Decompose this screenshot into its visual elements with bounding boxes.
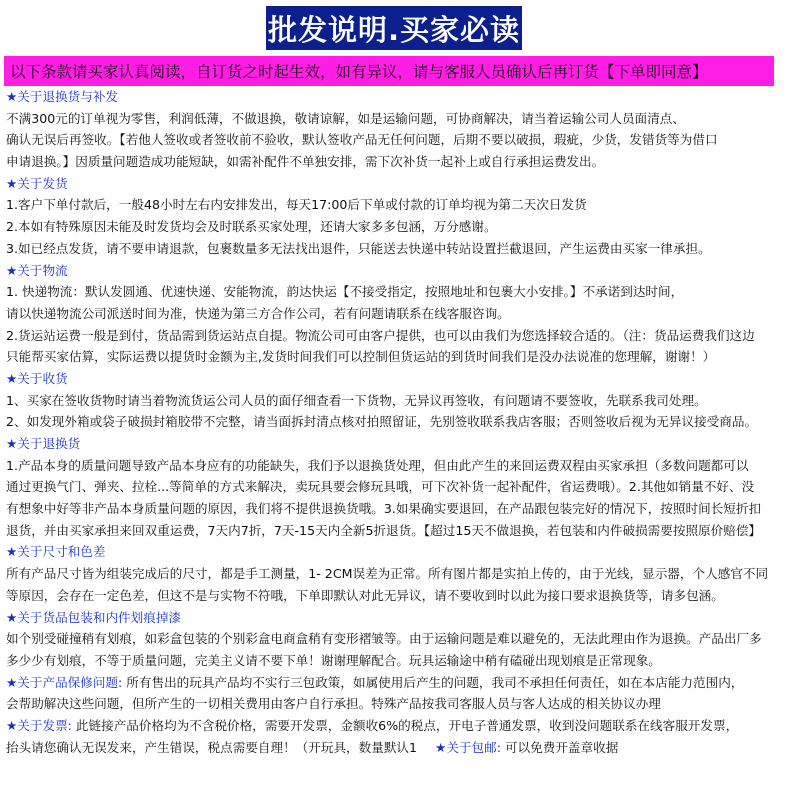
inline-heading: 关于产品保修问题:: [17, 674, 123, 690]
paragraph-text: 1.客户下单付款后，一般48小时左右内安排发出，每天17:00后下单或付款的订单均视为第二天次日发货: [6, 197, 587, 213]
paragraph-line: [6, 563, 796, 585]
paragraph-text: 只能帮买家估算，实际运费以提货时金额为主,发货时间我们可以控制但货运站的到货时间我们是没办法说准的您理解，谢谢！）: [6, 349, 716, 365]
paragraph-line: [6, 715, 796, 737]
paragraph-line: [6, 693, 796, 715]
paragraph-line: [6, 108, 796, 130]
terms-content: [6, 86, 796, 758]
paragraph-text: 1.产品本身的质量问题导致产品本身应有的功能缺失，我们予以退换货处理，但由此产生的来回运费双程由买家承担（多数问题都可以: [6, 457, 749, 473]
paragraph-text: 有想象中好等非产品本身质量问题的原因，我们将不提供退换货哦。3.如果确实要退回，在产品跟包装完好的情况下，按照时间长短折扣: [6, 501, 762, 517]
paragraph-text: 2.货运站运费一般是到付，货品需到货运站点自提。物流公司可由客户提供，也可以由我们为您选择较合适的。（注：货品运费我们这边: [6, 327, 755, 343]
section-heading-text: 关于退换货: [17, 436, 81, 451]
inline-heading: 关于包邮:: [446, 739, 501, 755]
section-heading-text: 关于收货: [17, 370, 68, 386]
paragraph-line: [6, 628, 796, 650]
page-title: 批发说明.买家必读: [266, 6, 522, 50]
section-heading-text: 关于退换货与补发: [17, 89, 119, 104]
paragraph-text: 申请退换。】因质量问题造成功能短缺，如需补配件不单独安排，需下次补货一起补上或自行承担运费发出。: [6, 154, 605, 170]
star-icon: ★: [6, 717, 18, 733]
paragraph-line: [6, 346, 796, 368]
section-heading: [6, 433, 796, 455]
paragraph-line: [6, 411, 796, 433]
paragraph-line: [6, 303, 796, 325]
paragraph-line: [6, 151, 796, 173]
paragraph-line: [6, 585, 796, 607]
paragraph-text: 抬头请您确认无误发来，产生错误，税点需要自理！（开玩具，数量默认1: [6, 739, 418, 755]
paragraph-text: 2.本如有特殊原因未能及时发货均会及时联系买家处理，还请大家多多包涵，万分感谢。: [6, 219, 497, 235]
star-icon: ★: [6, 89, 18, 104]
paragraph-text: 会帮助解决这些问题，但所产生的一切相关费用由客户自行承担。特殊产品按我司客服人员与客人达成的相关协议办理: [6, 696, 661, 712]
paragraph-text: 确认无误后再签收。【若他人签收或者签收前不验收，默认签收产品无任何问题，后期不要以破损，瑕疵，少货，发错货等为借口: [6, 132, 718, 148]
paragraph-text: 等原因，会存在一定色差，但这不是与实物不符哦，下单即默认对此无异议，请不要收到时以此为接口要求退换货等，请多包涵。: [6, 587, 724, 603]
paragraph-text: 1、买家在签收货物时请当着物流货运公司人员的面仔细查看一下货物，无异议再签收，有问题请不要签收，先联系我司处理。: [6, 392, 707, 408]
paragraph-line: [6, 129, 796, 151]
paragraph-text: 不满300元的订单视为零售，利润低薄，不做退换，敬请谅解，如是运输问题，可协商解决，请当着运输公司人员面清点、: [6, 110, 685, 126]
paragraph-line: [6, 737, 796, 759]
paragraph-line: [6, 390, 796, 412]
star-icon: ★: [6, 370, 18, 386]
section-heading-text: 关于发货: [17, 175, 68, 191]
section-heading: [6, 173, 796, 195]
section-heading: [6, 368, 796, 390]
section-heading: [6, 260, 796, 282]
paragraph-line: [6, 650, 796, 672]
section-heading: [6, 86, 796, 108]
paragraph-line: [6, 672, 796, 694]
paragraph-line: [6, 325, 796, 347]
inline-heading: 关于发票:: [17, 717, 72, 733]
section-heading: [6, 607, 796, 629]
paragraph-text: 1. 快递物流：默认发圆通、优速快递、安能物流，韵达快运【不接受指定，按照地址和包裹大小安排。】不承诺到达时间，: [6, 284, 684, 300]
paragraph-line: [6, 238, 796, 260]
star-icon: ★: [435, 739, 447, 755]
paragraph-text: 3.如已经点发货，请不要申请退款，包裹数量多无法找出退件，只能送去快递中转站设置拦截退回，产生运费由买家一律承担。: [6, 240, 711, 256]
paragraph-text: 多少少有划痕，不等于质量问题，完美主义请不要下单！谢谢理解配合。玩具运输途中稍有磕碰出现划痕是正常现象。: [6, 652, 661, 668]
paragraph-line: [6, 520, 796, 542]
paragraph-text: 退货，并由买家承担来回双重运费，7天内7折，7天-15天内全新5折退货。【超过15天不做退换，若包装和内件破损需要按照原价赔偿】: [6, 522, 762, 538]
paragraph-text: 2、如发现外箱或袋子破损封箱胶带不完整，请当面拆封清点核对拍照留证，先别签收联系我店客服；否则签收后视为无异议接受商品。: [6, 414, 758, 430]
paragraph-text: 如个别受碰撞稍有划痕，如彩盒包装的个别彩盒电商盒稍有变形褶皱等。由于运输问题是难以避免的，无法此理由作为退换。产品出厂多: [6, 631, 762, 647]
paragraph-text: 所有产品尺寸皆为组装完成后的尺寸，都是手工测量，1- 2CM误差为正常。所有图片都是实拍上传的，由于光线，显示器，个人感官不同: [6, 566, 769, 582]
paragraph-line: [6, 281, 796, 303]
section-heading: [6, 541, 796, 563]
paragraph-text: 可以免费开盖章收据: [500, 739, 619, 755]
star-icon: ★: [6, 175, 18, 191]
star-icon: ★: [6, 674, 18, 690]
notice-banner: 以下条款请买家认真阅读，自订货之时起生效，如有异议，请与客服人员确认后再订货【下单即同意】: [4, 56, 774, 86]
paragraph-text: 此链接产品价格均为不含税价格，需要开发票，金额收6%的税点，开电子普通发票，收到没问题联系在线客服开发票，: [71, 717, 739, 733]
paragraph-text: 请以快递物流公司派送时间为准，快递为第三方合作公司，若有问题请联系在线客服咨询。: [6, 305, 510, 321]
star-icon: ★: [6, 262, 18, 278]
paragraph-line: [6, 476, 796, 498]
paragraph-text: 所有售出的玩具产品均不实行三包政策，如属使用后产生的问题，我司不承担任何责任，如在本店能力范围内，: [122, 674, 744, 690]
paragraph-line: [6, 216, 796, 238]
paragraph-line: [6, 498, 796, 520]
section-heading-text: 关于尺寸和色差: [17, 544, 106, 560]
star-icon: ★: [6, 609, 18, 625]
section-heading-text: 关于货品包装和内件划痕掉漆: [17, 609, 182, 625]
star-icon: ★: [6, 436, 18, 451]
paragraph-line: [6, 194, 796, 216]
star-icon: ★: [6, 544, 18, 560]
section-heading-text: 关于物流: [17, 262, 68, 278]
paragraph-line: [6, 455, 796, 477]
paragraph-text: 通过更换气门、弹夹、拉栓...等简单的方式来解决，卖玩具要会修玩具哦，可下次补货一起补配件，省运费哦）。2.其他如销量不好、没: [6, 479, 755, 495]
